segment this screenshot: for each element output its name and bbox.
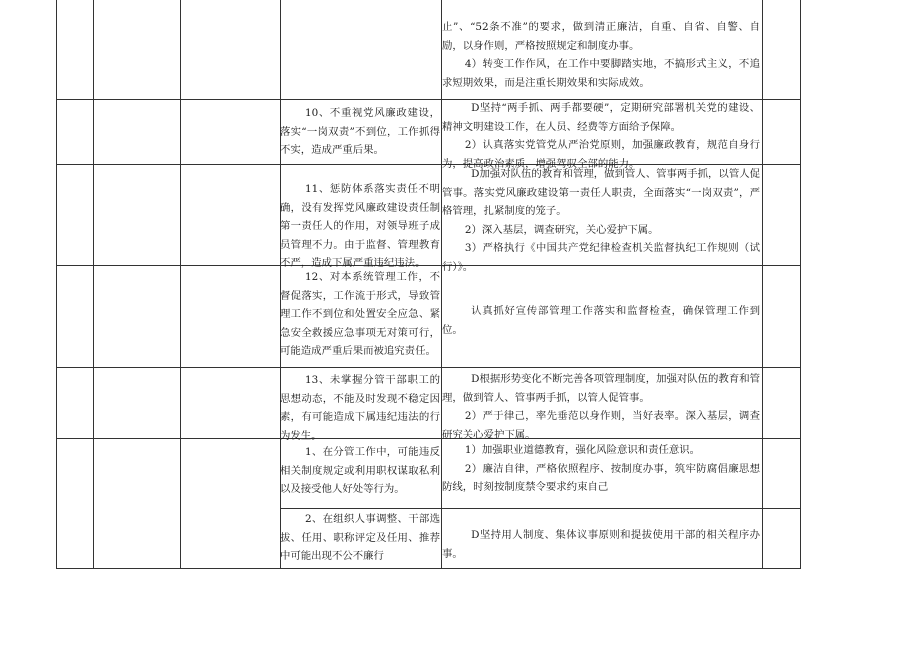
risk-text: 10、不重视党风廉政建设，落实“一岗双责”不到位，工作抓得不实，造成严重后果。 — [280, 107, 440, 157]
measure-text: D坚持用人制度、集体议事原则和提拔使用干部的相关程序办事。 — [442, 529, 760, 560]
measure-text: D根据形势变化不断完善各项管理制度，加强对队伍的教育和管理，做到管人、管事两手抓，以管人促管事。 — [442, 373, 760, 404]
measure-text: 2）深入基层，调查研究，关心爱护下属。 — [464, 223, 659, 236]
col-divider — [93, 0, 94, 569]
measure-text: 止”、“52条不准”的要求，做到清正廉洁，自重、自省、自警、自励，以身作则，严格按照规定和制度办事。 — [442, 21, 760, 52]
risk-text: 11、惩防体系落实责任不明确，没有发挥党风廉政建设责任制第一责任人的作用，对领导班子成员管理不力。由于监督、管理教育不严，造成下属严重违纪违法。 — [280, 183, 440, 270]
col-divider — [800, 0, 801, 569]
risk-cell — [280, 268, 440, 361]
measure-text: 认真抓好宣传部管理工作落实和监督检查，确保管理工作到位。 — [442, 305, 760, 336]
risk-text: 1、在分管工作中，可能违反相关制度规定或利用职权谋取私利以及接受他人好处等行为。 — [280, 446, 440, 496]
risk-text: 12、对本系统管理工作，不督促落实，工作流于形式，导致管理工作不到位和处置安全应急、紧急安全救援应急事项无对策可行，可能造成严重后果而被追究责任。 — [280, 271, 440, 358]
measure-text: D坚持“两手抓、两手都要硬”，定期研究部署机关党的建设、精神文明建设工作，在人员、经费等方面给予保障。 — [442, 102, 760, 133]
measure-text: 2）认真落实党管党从严治党原则，加强廉政教育，规范自身行为，提高政治素质，增强驾驭全部的能力。 — [442, 139, 760, 170]
risk-text: 13、未掌握分管干部职工的思想动态，不能及时发现不稳定因素，有可能造成下属违纪违法的行为发生。 — [280, 374, 440, 442]
row-divider — [56, 367, 800, 368]
measures-cell — [442, 441, 760, 497]
measures-cell — [442, 370, 760, 444]
measure-text: 1）加强职业道德教育，强化风险意识和责任意识。 — [464, 444, 701, 456]
measures-cell — [442, 165, 760, 277]
measure-text: 3）严格执行《中国共产党纪律检查机关监督执纪工作规则（试行）》。 — [442, 242, 760, 273]
measure-text: 2）廉洁自律，严格依照程序、按制度办事，筑牢防腐倡廉思想防线，时刻按制度禁令要求约束自己 — [442, 462, 760, 494]
risk-cell — [280, 371, 440, 445]
col-divider — [180, 0, 181, 569]
risk-cell — [280, 510, 440, 566]
col-divider — [762, 0, 763, 569]
risk-text: 2、在组织人事调整、干部选拔、任用、职称评定及任用、推荐中可能出现不公不廉行 — [280, 513, 440, 563]
measure-text: 4）转变工作作风，在工作中要脚踏实地，不搞形式主义，不追求短期效果，而是注重长期效果和实际成效。 — [442, 58, 760, 89]
risk-cell — [280, 443, 440, 499]
row-divider — [280, 508, 800, 509]
table-row — [442, 18, 760, 92]
risk-cell — [280, 104, 440, 160]
risk-cell — [280, 180, 440, 273]
measures-cell — [442, 99, 760, 173]
measure-text: D加强对队伍的教育和管理，做到管人、管事两手抓，以管人促管事。落实党风廉政建设第一责任人职责，全面落实“一岗双责”，严格管理，扎紧制度的笼子。 — [442, 168, 760, 218]
measure-text: 2）严于律己，率先垂范以身作则，当好表率。深入基层，调查研究关心爱护下属。 — [442, 410, 760, 441]
table-bottom-border — [56, 568, 800, 569]
measures-cell — [442, 526, 760, 563]
measures-cell — [442, 302, 760, 339]
col-divider — [56, 0, 57, 569]
